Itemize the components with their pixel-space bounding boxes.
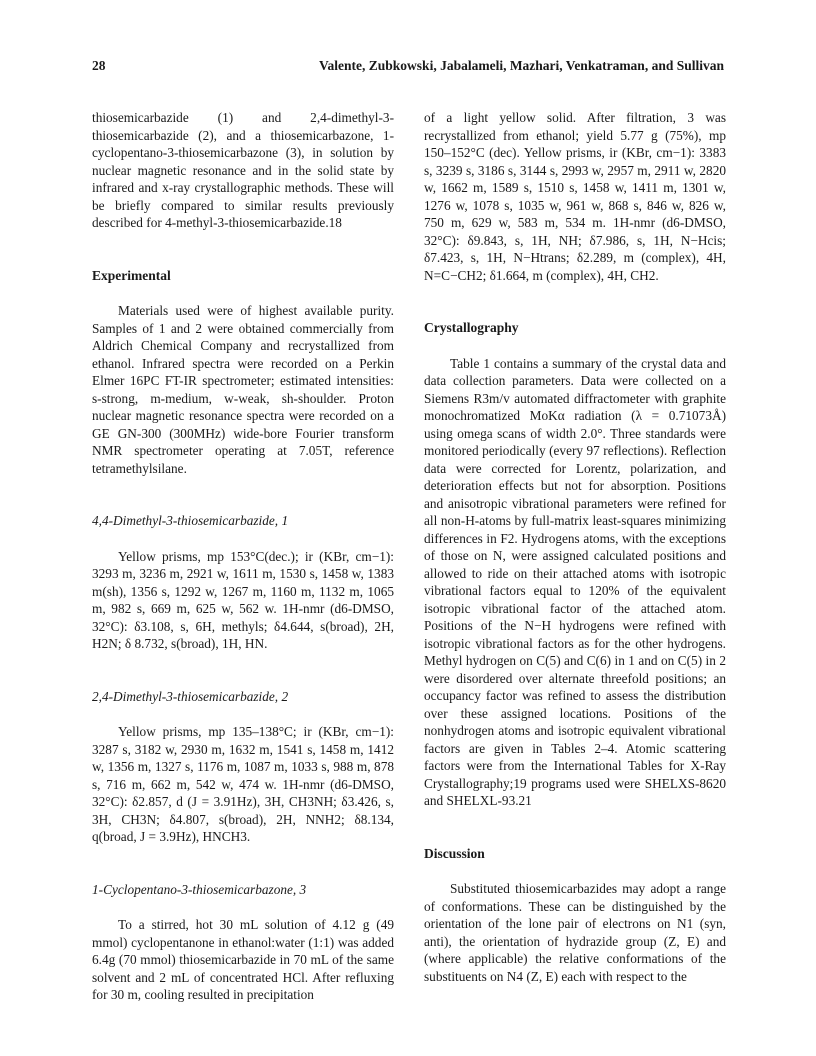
compound-1-heading: 4,4-Dimethyl-3-thiosemicarbazide, 1 [92, 513, 289, 528]
experimental-heading: Experimental [92, 267, 171, 283]
compound-3-continuation: of a light yellow solid. After filtration, 3 was recrystallized from ethanol; yield 5.77 g (75%), mp 150–152°C (dec). Yellow prisms, ir (KBr, cm−1): 3383 s, 3239 s, 3186 s, 3144 s, 2993 w, 2957 m, 2911 w, 2820 w, 1662 m, 1589 s, 1510 s, 1458 w, 1411 m, 1301 w, 1276 w, 1078 s, 1035 w, 961 w, 868 s, 846 w, 826 w, 750 m, 629 w, 583 m, 534 m. 1H-nmr (d6-DMSO, 32°C): δ9.843, s, 1H, NH; δ7.986, s, 1H, N−Hcis; δ7.423, s, 1H, N−Htrans; δ2.289, m (complex), 4H, N=C−CH2; δ1.664, m (complex), 4H, CH2. [424, 110, 726, 283]
running-head: Valente, Zubkowski, Jabalameli, Mazhari, Venkatraman, and Sullivan [319, 58, 724, 73]
page-number: 28 [92, 58, 106, 73]
compound-2-paragraph: Yellow prisms, mp 135–138°C; ir (KBr, cm−1): 3287 s, 3182 w, 2930 m, 1632 m, 1541 s, 1458 m, 1412 w, 1356 m, 1327 s, 1176 m, 1087 m, 1033 s, 988 m, 878 s, 716 m, 662 m, 542 w, 474 w. 1H-nmr (d6-DMSO, 32°C): δ2.857, d (J = 3.91Hz), 3H, CH3NH; δ3.426, s, 3H, CH3N; δ4.807, s(broad), 2H, NNH2; δ8.134, q(broad, J = 3.9Hz), HNCH3. [92, 724, 394, 844]
discussion-heading: Discussion [424, 845, 485, 861]
left-column [92, 109, 394, 1004]
compound-3-paragraph: To a stirred, hot 30 mL solution of 4.12 g (49 mmol) cyclopentanone in ethanol:water (1:1) was added 6.4g (70 mmol) thiosemicarbazide in 70 mL of the same solvent and 2 mL of concentrated HCl. After refluxing for 30 m, cooling resulted in precipitation [92, 917, 394, 1002]
crystallography-paragraph: Table 1 contains a summary of the crystal data and data collection parameters. Data were collected on a Siemens R3m/v automated diffractometer with graphite monochromatized MoKα radiation (λ = 0.71073Å) using omega scans of width 2.0°. Three standards were monitored periodically (every 97 reflections). Reflection data were corrected for Lorentz, polarization, and deterioration effects but not for absorption. Positions and anisotropic vibrational parameters were refined for all non-H-atoms by full-matrix least-squares minimizing differences in F2. Hydrogens atoms, with the exceptions of those on N, were assigned calculated positions and allowed to ride on their attached atoms with isotropic vibrational factors equal to 120% of the equivalent isotropic vibrational factor of the attached atom. Positions of the N−H hydrogens were refined with isotropic vibrational factors as for the other hydrogens. Methyl hydrogen on C(5) and C(6) in 1 and on C(5) in 2 were disordered over alternate threefold positions; an occupancy factor was refined to assess the distribution over these assigned locations. Positions of the nonhydrogen atoms and isotropic equivalent vibrational factors are given in Tables 2–4. Atomic scattering factors were from the International Tables for X-Ray Crystallography;19 programs used were SHELXS-8620 and SHELXL-93.21 [424, 355, 726, 808]
page-header [92, 58, 724, 78]
compound-2-heading: 2,4-Dimethyl-3-thiosemicarbazide, 2 [92, 688, 289, 704]
compound-3-heading: 1-Cyclopentano-3-thiosemicarbazone, 3 [92, 881, 307, 897]
discussion-paragraph: Substituted thiosemicarbazides may adopt a range of conformations. These can be distinguished by the orientation of the lone pair of electrons on N1 (syn, anti), the orientation of hydrazide group (Z, E) and (where applicable) the relative conformations of the substituents on N4 (Z, E) each with respect to the [424, 881, 726, 984]
intro-paragraph-end: thiosemicarbazide (1) and 2,4-dimethyl-3-thiosemicarbazide (2), and a thiosemicarbazone, 1-cyclopentano-3-thiosemicarbazone (3), in solution by nuclear magnetic resonance and in the solid state by infrared and x-ray crystallographic methods. These will be briefly compared to similar results previously described for 4-methyl-3-thiosemicarbazide.18 [92, 110, 394, 230]
right-column [424, 109, 726, 985]
crystallography-heading: Crystallography [424, 320, 519, 335]
experimental-paragraph: Materials used were of highest available purity. Samples of 1 and 2 were obtained commercially from Aldrich Chemical Company and recrystallized from ethanol. Infrared spectra were recorded on a Perkin Elmer 16PC FT-IR spectrometer; estimated intensities: s-strong, m-medium, w-weak, sh-shoulder. Proton nuclear magnetic resonance spectra were recorded on a GE GN-300 (300MHz) wide-bore Fourier transform NMR spectrometer operating at 7.05T, reference tetramethylsilane. [92, 303, 394, 476]
compound-1-paragraph: Yellow prisms, mp 153°C(dec.); ir (KBr, cm−1): 3293 m, 3236 m, 2921 w, 1611 m, 1530 s, 1458 w, 1383 m(sh), 1356 s, 1292 w, 1267 m, 1160 m, 1132 m, 1065 m, 982 s, 669 m, 625 w, 562 w. 1H-nmr (d6-DMSO, 32°C): δ3.108, s, 6H, methyls; δ4.644, s(broad), 2H, H2N; δ 8.732, s(broad), 1H, HN. [92, 548, 394, 651]
